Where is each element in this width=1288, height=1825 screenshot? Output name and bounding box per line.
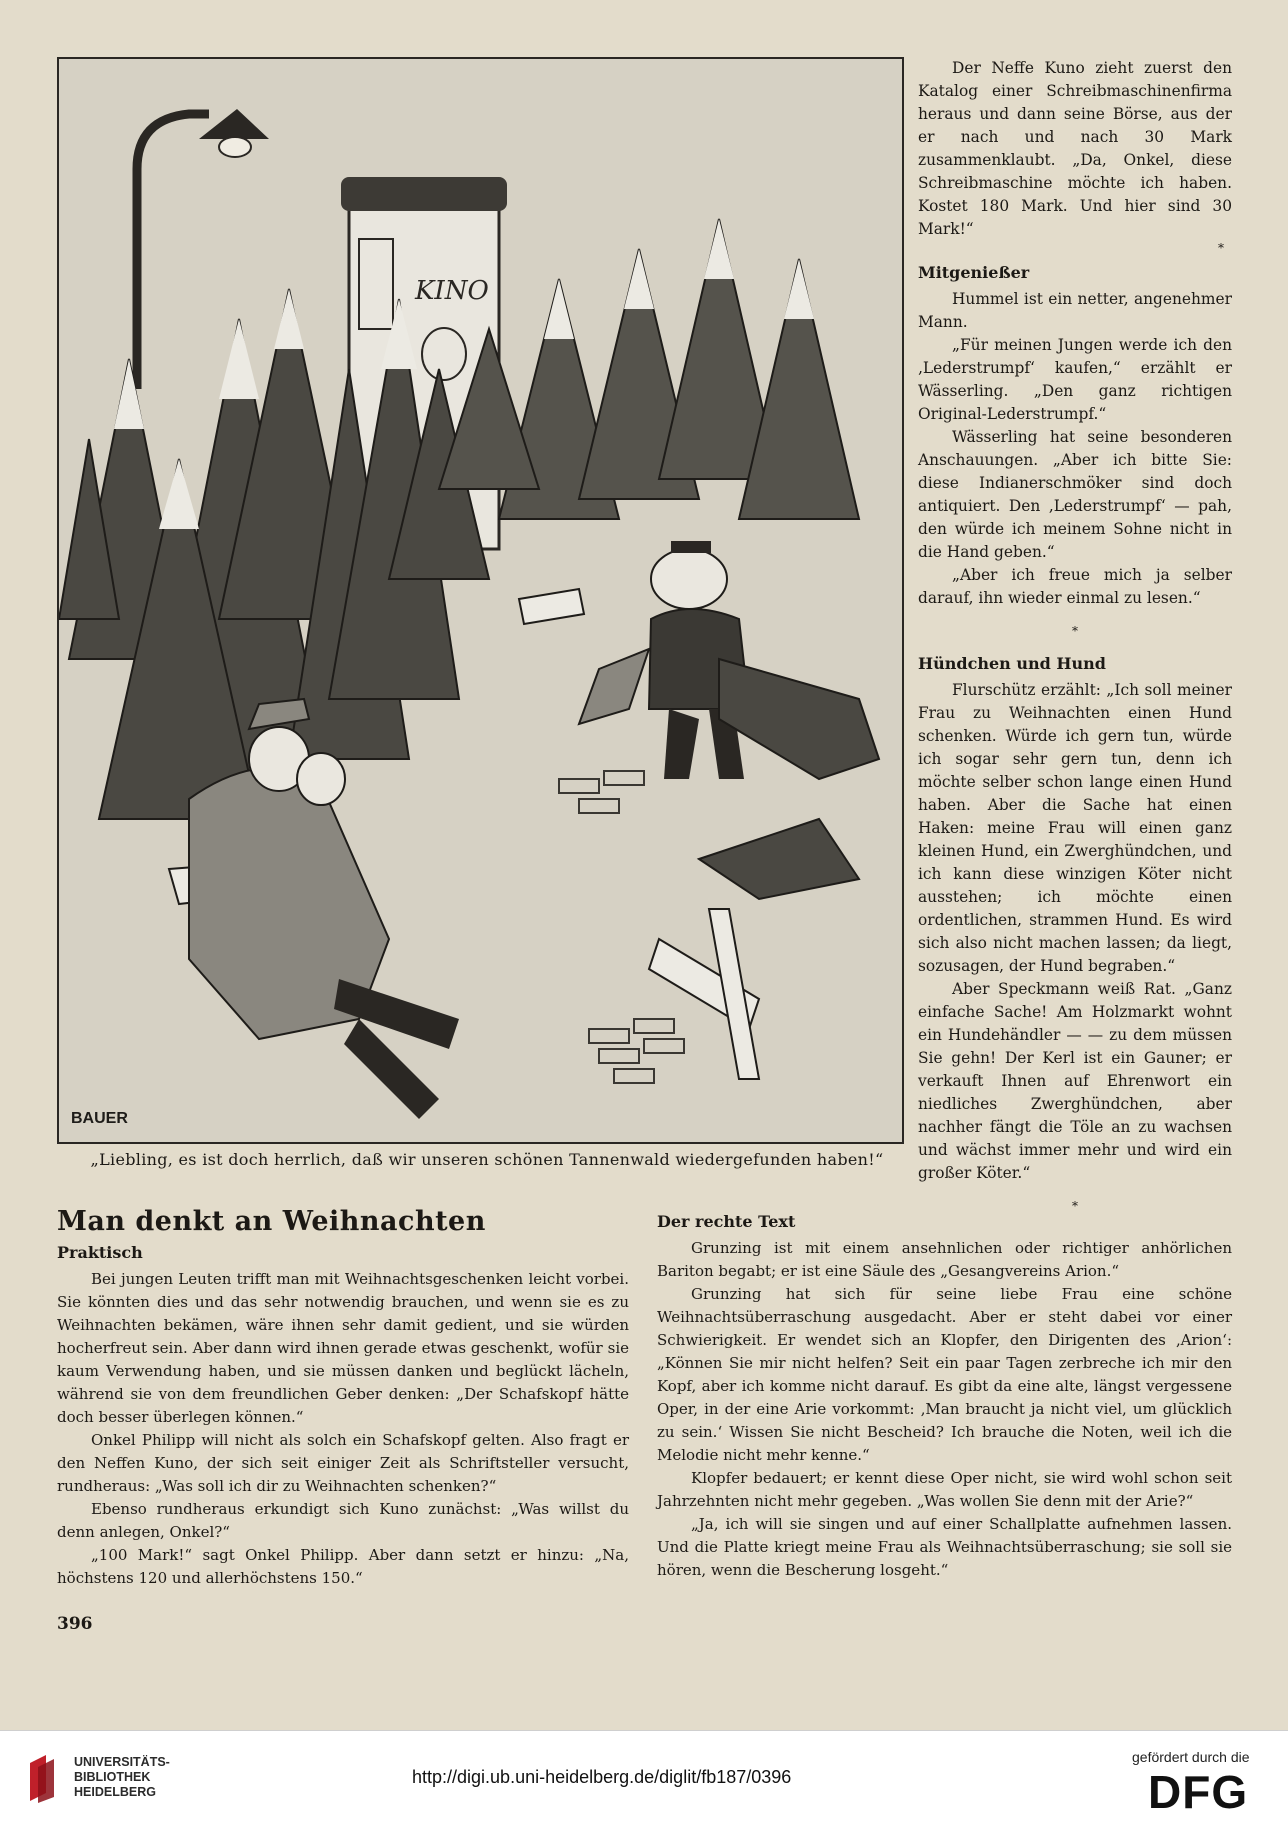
section-divider: *	[1072, 624, 1078, 638]
paragraph: „Ja, ich will sie singen und auf einer Schallplatte aufnehmen lassen. Und die Platte kriegt meine Frau als Weihnachtsüberraschung; sie soll sie hören, wenn die Bescherung losgeht.“	[657, 1515, 1232, 1579]
intro-paragraph: Der Neffe Kuno zieht zuerst den Katalog einer Schreibmaschinenfirma heraus und dann seine Börse, aus der er nach und nach 30 Mark zusammenklaubt. „Da, Onkel, diese Schreibmaschine möchte ich haben. Kostet 180 Mark. Und hier sind 30 Mark!“	[918, 59, 1232, 238]
library-logo-icon	[26, 1753, 66, 1803]
paragraph: Bei jungen Leuten trifft man mit Weihnachtsgeschenken leicht vorbei. Sie könnten dies und das sehr notwendig brauchen, und wenn sie es zu Weihnachten bekämen, wäre ihnen sehr damit gedient, und sie würden hocherfreut sein. Aber dann wird ihnen gerade etwas geschenkt, wofür sie kaum Verwendung haben, und sie müssen danken und beglückt lächeln, während sie von dem freundlichen Geber denken: „Der Schafskopf hätte doch besser überlegen können.“	[57, 1270, 629, 1426]
article-subtitle: Praktisch	[57, 1243, 143, 1262]
paragraph: Aber Speckmann weiß Rat. „Ganz einfache Sache! Am Holzmarkt wohnt ein Hundehändler — — zu dem müssen Sie gehn! Der Kerl ist ein Gauner; er verkauft Ihnen auf Ehrenwort ein niedliches Zwerghündchen, aber nachher fängt die Töle an zu wachsen und wächst immer mehr und wird ein großer Köter.“	[918, 980, 1232, 1182]
paragraph: Grunzing ist mit einem ansehnlichen oder richtiger anhörlichen Bariton begabt; er ist eine Säule des „Gesangvereins Arion.“	[657, 1239, 1232, 1280]
funded-by-label: gefördert durch die	[1132, 1749, 1250, 1765]
paragraph: Onkel Philipp will nicht als solch ein Schafskopf gelten. Also fragt er den Neffen Kuno, der sich seit einiger Zeit als Schriftsteller versucht, rundheraus: „Was soll ich dir zu Weihnachten schenken?“	[57, 1431, 629, 1495]
section-divider: *	[1218, 241, 1224, 255]
illustration-caption: „Liebling, es ist doch herrlich, daß wir unseren schönen Tannenwald wiedergefunden haben!“	[90, 1150, 884, 1169]
paragraph: Grunzing hat sich für seine liebe Frau eine schöne Weihnachtsüberraschung ausgedacht. Aber er steht dabei vor einer Schwierigkeit. Er wendet sich an Klopfer, den Dirigenten des ‚Arion‘: „Können Sie mir nicht helfen? Seit ein paar Tagen zerbreche ich mir den Kopf, aber ich komme nicht darauf. Es gibt da eine alte, längst vergessene Oper, in der eine Arie vorkommt: ‚Man braucht ja nicht viel, um glücklich zu sein.‘ Wissen Sie nicht Bescheid? Ich brauche die Noten, weil ich die Melodie nicht mehr kenne.“	[657, 1285, 1232, 1464]
paragraph: Hummel ist ein netter, angenehmer Mann.	[918, 290, 1232, 331]
section-divider: *	[1072, 1199, 1078, 1213]
cartoon-drawing	[59, 59, 902, 1142]
section-title-huendchen: Hündchen und Hund	[918, 654, 1106, 673]
paragraph: „Aber ich freue mich ja selber darauf, ihn wieder einmal zu lesen.“	[918, 566, 1232, 607]
paragraph: Klopfer bedauert; er kennt diese Oper nicht, sie wird wohl schon seit Jahrzehnten nicht mehr gegeben. „Was wollen Sie denn mit der Arie?“	[657, 1469, 1232, 1510]
paragraph: „100 Mark!“ sagt Onkel Philipp. Aber dann setzt er hinzu: „Na, höchstens 120 und allerhöchstens 150.“	[57, 1546, 629, 1587]
page-number: 396	[57, 1614, 93, 1634]
poster-text: KINO	[415, 276, 489, 306]
source-link[interactable]: http://digi.ub.uni-heidelberg.de/diglit/fb187/0396	[412, 1767, 792, 1787]
article-subtitle: Der rechte Text	[657, 1212, 796, 1231]
right-column	[918, 57, 1232, 1227]
article-headline: Man denkt an Weihnachten	[57, 1206, 486, 1237]
footer-bar	[0, 1730, 1288, 1825]
right-article	[657, 1210, 1232, 1582]
paragraph: Flurschütz erzählt: „Ich soll meiner Frau zu Weihnachten einen Hund schenken. Würde ich gern tun, würde ich sogar sehr gern tun, denn ich möchte selber schon lange einen Hund haben. Aber die Sache hat einen Haken: meine Frau will einen ganz kleinen Hund, ein Zwerghündchen, und ich kann diese winzigen Köter nicht ausstehen; ich möchte einen ordentlichen, strammen Hund. Es wird sich also nicht machen lassen; da liegt, sozusagen, der Hund begraben.“	[918, 681, 1232, 975]
dfg-logo: DFG	[1148, 1766, 1249, 1818]
section-title-mitgeniesser: Mitgenießer	[918, 263, 1030, 282]
paragraph: Ebenso rundheraus erkundigt sich Kuno zunächst: „Was willst du denn anlegen, Onkel?“	[57, 1500, 629, 1541]
cartoon-illustration	[57, 57, 904, 1144]
artist-signature: BAUER	[71, 1110, 128, 1127]
paragraph: „Für meinen Jungen werde ich den ‚Lederstrumpf‘ kaufen,“ erzählt er Wässerling. „Den ganz richtigen Original-Lederstrumpf.“	[918, 336, 1232, 423]
library-name: UNIVERSITÄTS- BIBLIOTHEK HEIDELBERG	[74, 1755, 170, 1799]
paragraph: Wässerling hat seine besonderen Anschauungen. „Aber ich bitte Sie: diese Indianerschmöker sind doch antiquiert. Den ‚Lederstrumpf‘ — pah, den würde ich meinem Sohne nicht in die Hand geben.“	[918, 428, 1232, 561]
left-article	[57, 1206, 629, 1590]
